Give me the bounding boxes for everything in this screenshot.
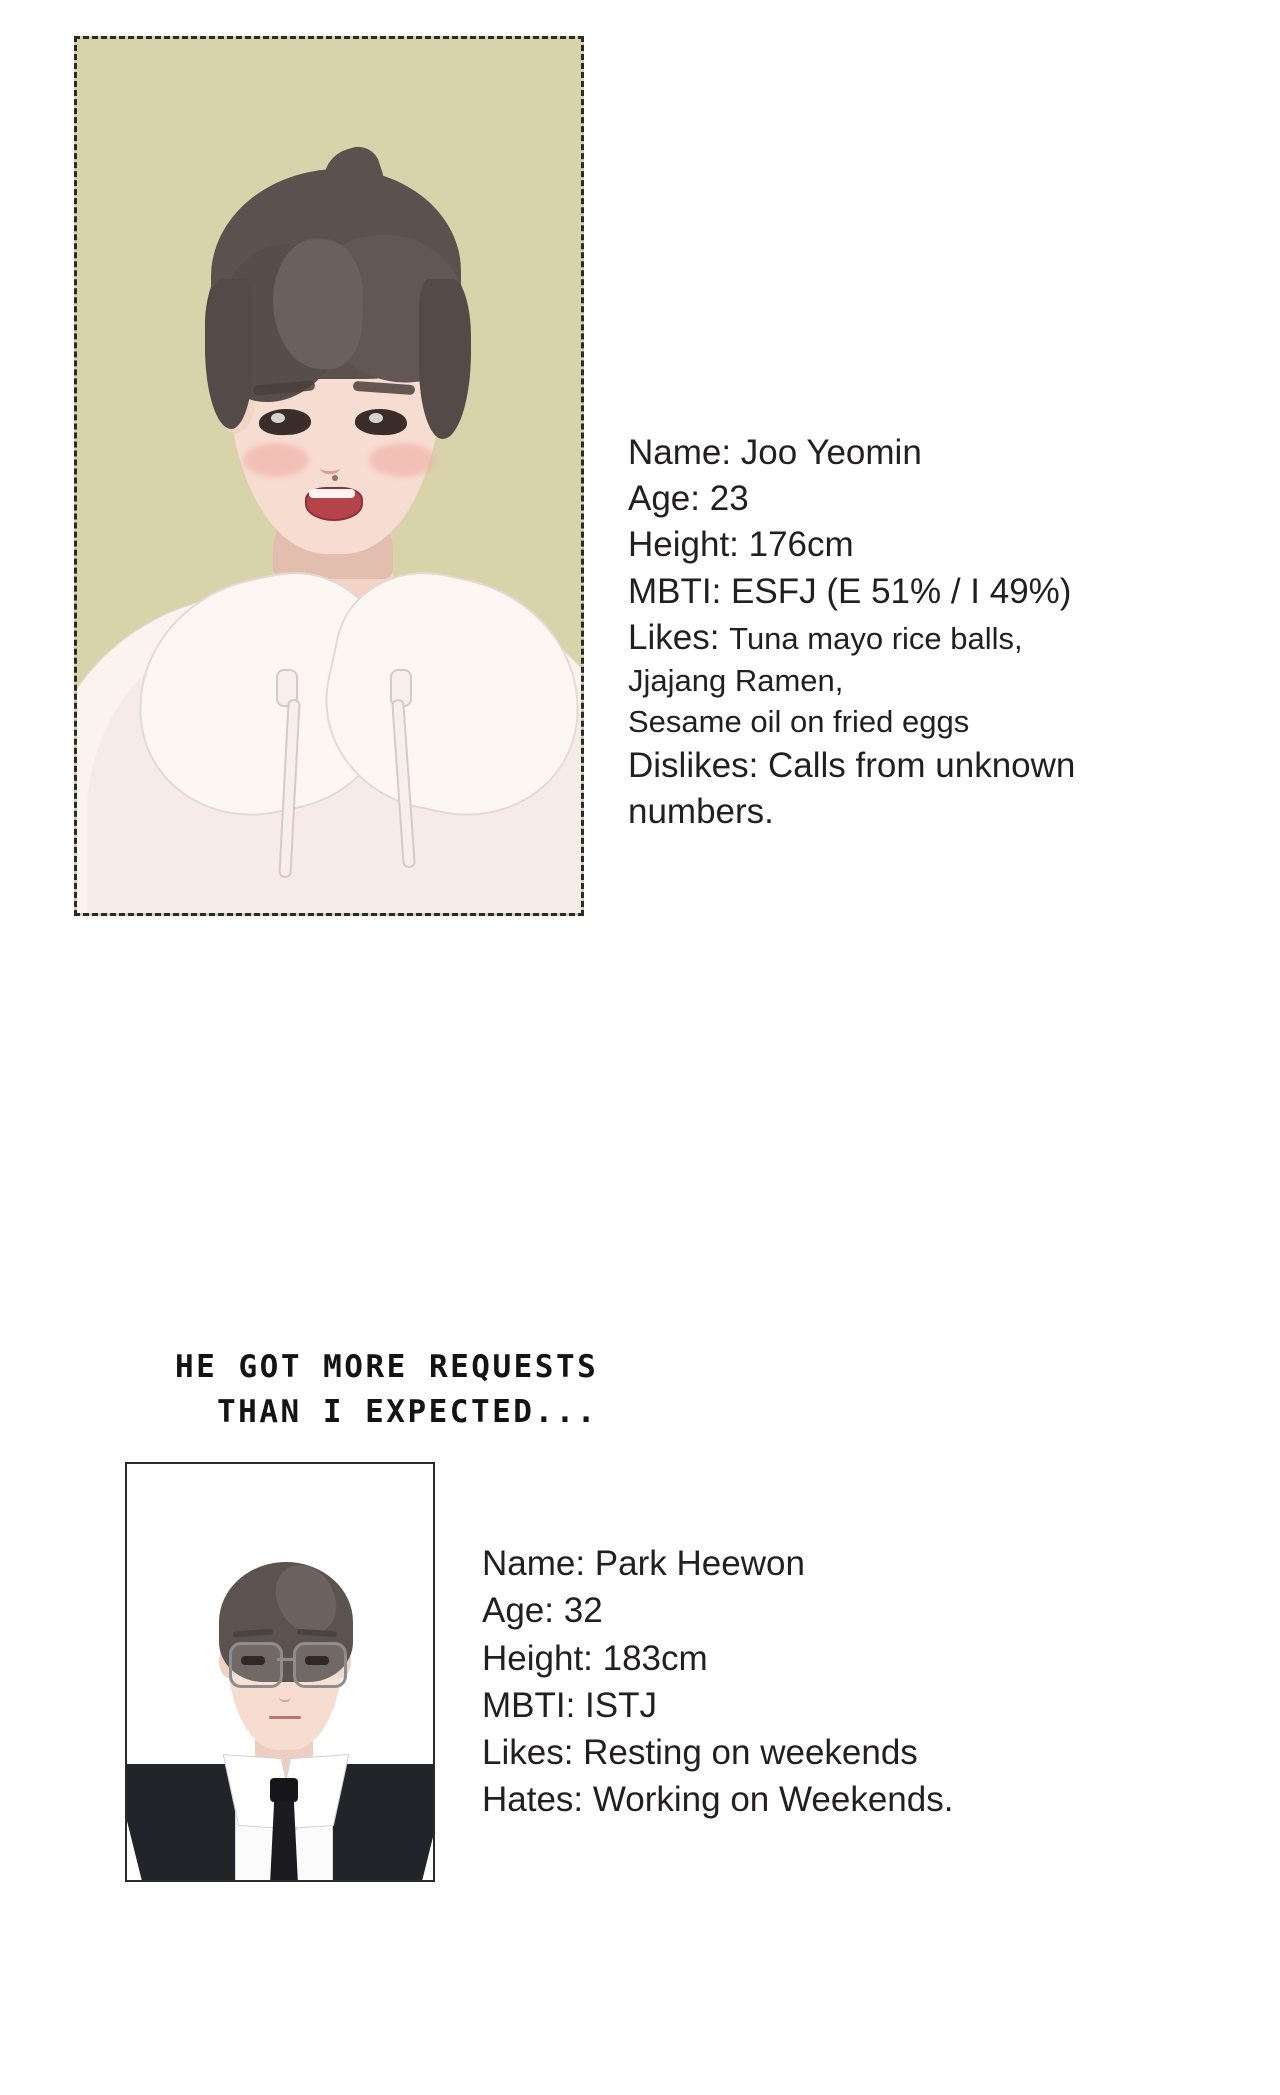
mouth bbox=[269, 1716, 301, 1719]
panel-one bbox=[0, 0, 1280, 940]
eye-left bbox=[241, 1656, 265, 1665]
profile-age: Age: 32 bbox=[482, 1591, 603, 1631]
eye-highlight-right bbox=[369, 413, 383, 423]
profile-height: Height: 176cm bbox=[628, 525, 854, 565]
character-portrait-park-heewon bbox=[125, 1462, 435, 1882]
profile-mbti: MBTI: ISTJ bbox=[482, 1685, 657, 1725]
profile-dislikes-line-1: Dislikes: Calls from unknown bbox=[628, 745, 1076, 785]
profile-likes: Likes: Resting on weekends bbox=[482, 1733, 918, 1772]
hair-side-left bbox=[205, 279, 253, 429]
profile-likes-value-1: Tuna mayo rice balls, bbox=[729, 620, 1023, 656]
profile-name: Name: Joo Yeomin bbox=[628, 433, 922, 472]
mole bbox=[332, 475, 338, 481]
profile-likes-line-1 bbox=[628, 615, 1228, 661]
blush-left bbox=[243, 443, 309, 477]
narration-line-1: HE GOT MORE REQUESTS bbox=[175, 1349, 599, 1385]
blush-right bbox=[369, 443, 435, 477]
nose bbox=[320, 457, 340, 474]
glasses-lens-right bbox=[293, 1642, 347, 1688]
profile-dislikes-line-2: numbers. bbox=[628, 791, 774, 831]
character-portrait-joo-yeomin bbox=[74, 36, 584, 916]
teeth bbox=[309, 489, 355, 498]
narration-line-2: THAN I EXPECTED... bbox=[217, 1393, 598, 1430]
narration-text bbox=[175, 1345, 875, 1435]
eye-right bbox=[305, 1656, 329, 1665]
profile-height: Height: 183cm bbox=[482, 1638, 708, 1678]
profile-likes-line-3: Sesame oil on fried eggs bbox=[628, 703, 970, 739]
necktie-knot bbox=[270, 1778, 298, 1802]
profile-mbti: MBTI: ESFJ (E 51% / I 49%) bbox=[628, 571, 1072, 611]
nose bbox=[279, 1690, 291, 1702]
profile-text-park-heewon bbox=[482, 1540, 1182, 1824]
glasses-bridge bbox=[277, 1658, 293, 1661]
profile-text-joo-yeomin bbox=[628, 430, 1228, 835]
profile-likes-line-2: Jjajang Ramen, bbox=[628, 662, 844, 698]
profile-hates: Hates: Working on Weekends. bbox=[482, 1780, 954, 1820]
eye-highlight-left bbox=[271, 413, 285, 423]
glasses-lens-left bbox=[229, 1642, 283, 1688]
profile-name: Name: Park Heewon bbox=[482, 1544, 805, 1583]
profile-likes-label: Likes: bbox=[628, 617, 730, 657]
profile-age: Age: 23 bbox=[628, 479, 749, 519]
